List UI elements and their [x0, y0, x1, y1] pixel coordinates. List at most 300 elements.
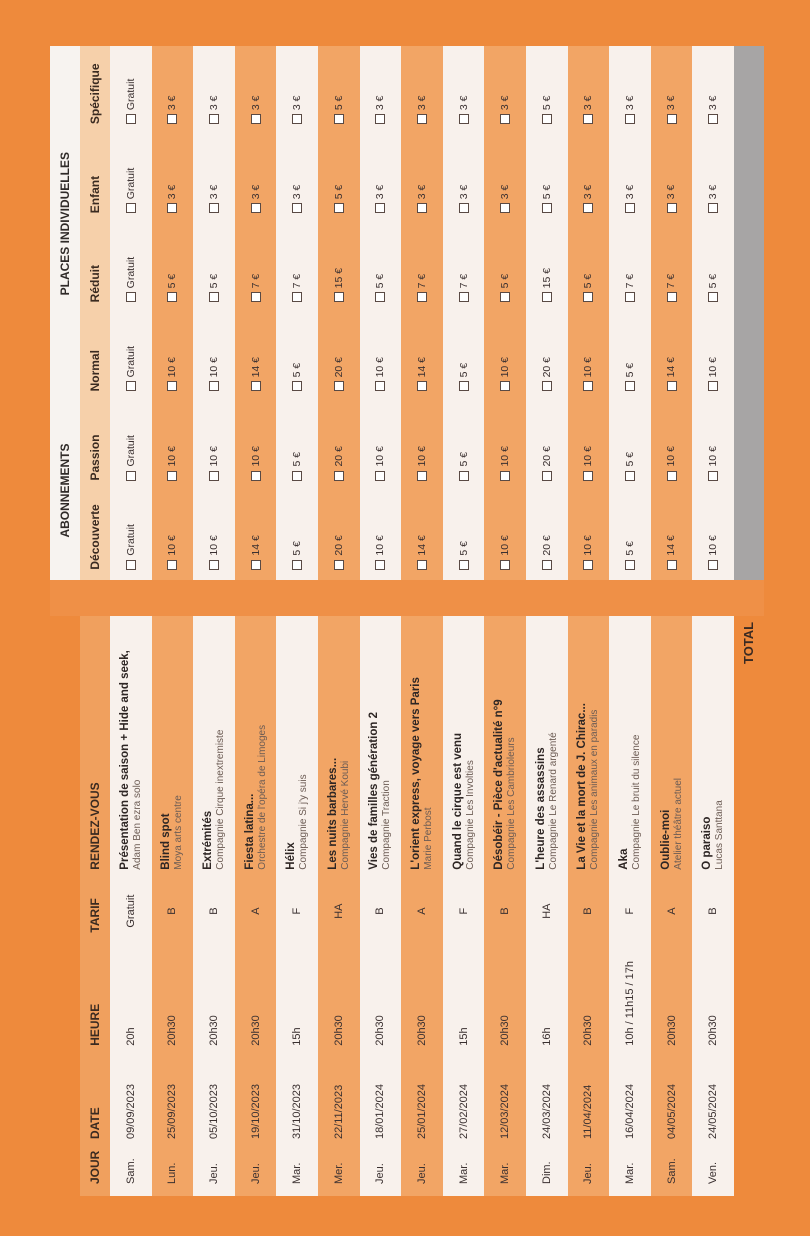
checkbox[interactable] [625, 560, 635, 570]
passion-price-option[interactable] [692, 401, 734, 490]
table-row [568, 46, 610, 1196]
reduit-price: Gratuit [124, 256, 137, 289]
decouverte-price-option[interactable] [692, 491, 734, 580]
checkbox[interactable] [459, 381, 469, 391]
checkbox[interactable] [417, 203, 427, 213]
specifique-price: 3 € [457, 95, 470, 111]
date-cell: 09/09/2023 [110, 1046, 152, 1139]
table-row [235, 46, 277, 1196]
specifique-price: 3 € [416, 95, 428, 111]
col-specifique: Spécifique [80, 46, 110, 134]
specifique-price-option[interactable] [692, 46, 734, 134]
reduit-price-option[interactable] [692, 223, 734, 312]
checkbox[interactable] [209, 471, 219, 481]
table-row [152, 46, 194, 1196]
normal-price-option[interactable] [235, 312, 277, 401]
reduit-price-option[interactable] [193, 223, 235, 312]
decouverte-price-option[interactable] [193, 491, 235, 580]
decouverte-price-option[interactable] [110, 491, 152, 580]
jour-cell: Lun. [152, 1139, 194, 1196]
passion-price-option[interactable] [401, 401, 443, 490]
checkbox[interactable] [500, 381, 510, 391]
enfant-price-option[interactable] [110, 134, 152, 223]
event-title: Oublie-moi [659, 809, 672, 870]
checkbox[interactable] [500, 114, 510, 124]
heure-cell: 20h30 [152, 953, 194, 1046]
enfant-price-option[interactable] [235, 134, 277, 223]
event-company: Orchestre de l'opéra de Limoges [256, 724, 268, 870]
checkbox[interactable] [583, 471, 593, 481]
specifique-price-option[interactable] [609, 46, 651, 134]
checkbox[interactable] [459, 114, 469, 124]
reduit-price-option[interactable] [276, 223, 318, 312]
jour-cell: Mar. [443, 1139, 485, 1196]
checkbox[interactable] [209, 292, 219, 302]
specifique-price: 3 € [208, 95, 221, 111]
passion-price: 20 € [540, 446, 553, 467]
decouverte-price-option[interactable] [235, 491, 277, 580]
checkbox[interactable] [667, 114, 677, 124]
jour-cell: Mer. [318, 1139, 360, 1196]
checkbox[interactable] [542, 560, 552, 570]
event-company: Compagnie Les Involties [464, 760, 476, 870]
checkbox[interactable] [126, 292, 136, 302]
normal-price-option[interactable] [692, 312, 734, 401]
col-rendez-vous: RENDEZ-VOUS [80, 616, 110, 870]
jour-cell: Jeu. [193, 1139, 235, 1196]
normal-price-option[interactable] [568, 312, 610, 401]
tarif-cell: B [193, 870, 235, 953]
gap-cell [568, 580, 610, 616]
checkbox[interactable] [583, 114, 593, 124]
checkbox[interactable] [251, 114, 261, 124]
reduit-price-option[interactable] [360, 223, 402, 312]
checkbox[interactable] [292, 203, 302, 213]
col-reduit: Réduit [80, 223, 110, 312]
enfant-price: 3 € [249, 184, 262, 200]
reduit-price: 5 € [166, 273, 179, 289]
checkbox[interactable] [667, 381, 677, 391]
passion-price-option[interactable] [568, 401, 610, 490]
event-company: Marie Perbost [422, 807, 434, 870]
date-cell: 05/10/2023 [193, 1046, 235, 1139]
normal-price-option[interactable] [152, 312, 194, 401]
table-row [276, 46, 318, 1196]
event-company: Compagnie Le bruit du silence [630, 734, 642, 870]
specifique-price-option[interactable] [110, 46, 152, 134]
table-row [401, 46, 443, 1196]
gap-cell [235, 580, 277, 616]
col-heure: HEURE [80, 953, 110, 1046]
heure-cell: 20h30 [235, 953, 277, 1046]
normal-price-option[interactable] [401, 312, 443, 401]
checkbox[interactable] [334, 560, 344, 570]
decouverte-price: 14 € [249, 535, 262, 556]
specifique-price-option[interactable] [484, 46, 526, 134]
heure-cell: 20h30 [651, 953, 693, 1046]
group-header-row [50, 46, 80, 1196]
normal-price-option[interactable] [318, 312, 360, 401]
enfant-price: 3 € [665, 184, 678, 200]
normal-price-option[interactable] [276, 312, 318, 401]
specifique-price-option[interactable] [235, 46, 277, 134]
decouverte-price-option[interactable] [276, 491, 318, 580]
checkbox[interactable] [500, 471, 510, 481]
checkbox[interactable] [500, 203, 510, 213]
checkbox[interactable] [459, 292, 469, 302]
decouverte-price: 20 € [540, 535, 553, 556]
rendez-vous-cell [360, 616, 402, 870]
normal-price: 14 € [249, 356, 262, 378]
checkbox[interactable] [251, 292, 261, 302]
reduit-price-option[interactable] [568, 223, 610, 312]
normal-price-option[interactable] [193, 312, 235, 401]
date-cell: 25/09/2023 [152, 1046, 194, 1139]
date-cell: 22/11/2023 [318, 1046, 360, 1139]
heure-cell: 20h30 [484, 953, 526, 1046]
enfant-price-option[interactable] [193, 134, 235, 223]
date-cell: 04/05/2024 [651, 1046, 693, 1139]
heure-cell: 20h30 [692, 953, 734, 1046]
column-header-row [80, 46, 110, 1196]
checkbox[interactable] [542, 471, 552, 481]
checkbox[interactable] [375, 471, 385, 481]
passion-price: 10 € [582, 446, 595, 467]
date-cell: 25/01/2024 [401, 1046, 443, 1139]
enfant-price-option[interactable] [484, 134, 526, 223]
enfant-price-option[interactable] [692, 134, 734, 223]
passion-price-option[interactable] [152, 401, 194, 490]
event-title: Présentation de saison + Hide and seek, [118, 650, 131, 870]
checkbox[interactable] [334, 203, 344, 213]
checkbox[interactable] [625, 381, 635, 391]
passion-price-option[interactable] [651, 401, 693, 490]
checkbox[interactable] [375, 292, 385, 302]
normal-price-option[interactable] [526, 312, 568, 401]
checkbox[interactable] [542, 203, 552, 213]
checkbox[interactable] [542, 381, 552, 391]
enfant-price-option[interactable] [609, 134, 651, 223]
total-field[interactable] [734, 46, 764, 580]
event-title: Extrémités [201, 810, 214, 870]
specifique-price-option[interactable] [568, 46, 610, 134]
checkbox[interactable] [209, 381, 219, 391]
checkbox[interactable] [583, 203, 593, 213]
checkbox[interactable] [500, 560, 510, 570]
enfant-price-option[interactable] [568, 134, 610, 223]
checkbox[interactable] [417, 114, 427, 124]
checkbox[interactable] [292, 471, 302, 481]
checkbox[interactable] [334, 292, 344, 302]
heure-cell: 10h / 11h15 / 17h [609, 953, 651, 1046]
heure-cell: 20h30 [401, 953, 443, 1046]
reduit-price-option[interactable] [651, 223, 693, 312]
decouverte-price-option[interactable] [609, 491, 651, 580]
specifique-price-option[interactable] [318, 46, 360, 134]
normal-price-option[interactable] [609, 312, 651, 401]
date-cell: 24/05/2024 [692, 1046, 734, 1139]
event-title: Blind spot [160, 813, 173, 870]
checkbox[interactable] [334, 381, 344, 391]
specifique-price-option[interactable] [443, 46, 485, 134]
event-title: O paraiso [701, 816, 714, 870]
checkbox[interactable] [251, 471, 261, 481]
rendez-vous-cell [484, 616, 526, 870]
specifique-price: 3 € [665, 95, 678, 111]
reduit-price: 5 € [707, 273, 720, 289]
checkbox[interactable] [625, 114, 635, 124]
specifique-price-option[interactable] [401, 46, 443, 134]
reduit-price-option[interactable] [526, 223, 568, 312]
checkbox[interactable] [708, 381, 718, 391]
decouverte-price-option[interactable] [651, 491, 693, 580]
normal-price: 10 € [582, 356, 595, 378]
decouverte-price-option[interactable] [401, 491, 443, 580]
checkbox[interactable] [625, 471, 635, 481]
checkbox[interactable] [417, 292, 427, 302]
normal-price: 10 € [208, 356, 221, 378]
checkbox[interactable] [167, 292, 177, 302]
event-title: La Vie et la mort de J. Chirac... [576, 703, 589, 870]
checkbox[interactable] [583, 560, 593, 570]
jour-cell: Jeu. [235, 1139, 277, 1196]
tarif-cell: HA [526, 870, 568, 953]
decouverte-price: 10 € [166, 535, 179, 556]
passion-price-option[interactable] [110, 401, 152, 490]
passion-price-option[interactable] [276, 401, 318, 490]
checkbox[interactable] [542, 292, 552, 302]
passion-price-option[interactable] [609, 401, 651, 490]
checkbox[interactable] [167, 471, 177, 481]
passion-price: 5 € [291, 451, 304, 467]
checkbox[interactable] [583, 292, 593, 302]
checkbox[interactable] [126, 114, 136, 124]
decouverte-price-option[interactable] [526, 491, 568, 580]
passion-price: 10 € [499, 446, 512, 467]
passion-price-option[interactable] [318, 401, 360, 490]
jour-cell: Dim. [526, 1139, 568, 1196]
gap-cell [110, 580, 152, 616]
checkbox[interactable] [459, 203, 469, 213]
event-title: L'orient express, voyage vers Paris [409, 677, 422, 870]
checkbox[interactable] [375, 203, 385, 213]
reduit-price-option[interactable] [443, 223, 485, 312]
checkbox[interactable] [126, 381, 136, 391]
tarif-cell: A [235, 870, 277, 953]
enfant-price-option[interactable] [152, 134, 194, 223]
checkbox[interactable] [417, 471, 427, 481]
checkbox[interactable] [708, 292, 718, 302]
checkbox[interactable] [292, 381, 302, 391]
event-company: Moya arts centre [173, 795, 185, 870]
decouverte-price: 10 € [707, 535, 720, 556]
enfant-price-option[interactable] [360, 134, 402, 223]
checkbox[interactable] [126, 560, 136, 570]
tarif-cell: F [609, 870, 651, 953]
table-row [526, 46, 568, 1196]
group-abonnements: ABONNEMENTS [50, 401, 80, 579]
checkbox[interactable] [583, 381, 593, 391]
checkbox[interactable] [375, 560, 385, 570]
checkbox[interactable] [708, 203, 718, 213]
specifique-price: 3 € [374, 95, 387, 111]
event-company: Compagnie Le Renard argenté [547, 732, 559, 870]
checkbox[interactable] [167, 560, 177, 570]
checkbox[interactable] [292, 114, 302, 124]
checkbox[interactable] [375, 381, 385, 391]
decouverte-price-option[interactable] [152, 491, 194, 580]
normal-price-option[interactable] [443, 312, 485, 401]
jour-cell: Sam. [651, 1139, 693, 1196]
checkbox[interactable] [417, 381, 427, 391]
checkbox[interactable] [500, 292, 510, 302]
date-cell: 31/10/2023 [276, 1046, 318, 1139]
tarif-cell: F [276, 870, 318, 953]
reduit-price-option[interactable] [235, 223, 277, 312]
enfant-price-option[interactable] [443, 134, 485, 223]
gap-cell [360, 580, 402, 616]
heure-cell: 15h [276, 953, 318, 1046]
date-cell: 24/03/2024 [526, 1046, 568, 1139]
reduit-price: 5 € [374, 273, 387, 289]
checkbox[interactable] [708, 114, 718, 124]
reduit-price-option[interactable] [318, 223, 360, 312]
table-row [443, 46, 485, 1196]
passion-price-option[interactable] [484, 401, 526, 490]
gap-cell [318, 580, 360, 616]
specifique-price-option[interactable] [276, 46, 318, 134]
normal-price-option[interactable] [110, 312, 152, 401]
normal-price-option[interactable] [651, 312, 693, 401]
checkbox[interactable] [708, 560, 718, 570]
date-cell: 27/02/2024 [443, 1046, 485, 1139]
decouverte-price: Gratuit [124, 524, 137, 556]
reduit-price-option[interactable] [401, 223, 443, 312]
reduit-price-option[interactable] [609, 223, 651, 312]
checkbox[interactable] [251, 560, 261, 570]
passion-price: 5 € [457, 451, 470, 467]
reduit-price: 5 € [208, 273, 221, 289]
normal-price: 10 € [166, 356, 179, 378]
specifique-price-option[interactable] [152, 46, 194, 134]
checkbox[interactable] [209, 114, 219, 124]
event-title: Quand le cirque est venu [451, 732, 464, 870]
enfant-price-option[interactable] [276, 134, 318, 223]
reduit-price: 5 € [499, 273, 512, 289]
jour-cell: Jeu. [401, 1139, 443, 1196]
specifique-price-option[interactable] [651, 46, 693, 134]
decouverte-price-option[interactable] [484, 491, 526, 580]
checkbox[interactable] [667, 203, 677, 213]
decouverte-price-option[interactable] [443, 491, 485, 580]
checkbox[interactable] [251, 203, 261, 213]
normal-price: 5 € [457, 362, 470, 378]
specifique-price: 3 € [249, 95, 262, 111]
passion-price-option[interactable] [526, 401, 568, 490]
checkbox[interactable] [334, 471, 344, 481]
table-row [484, 46, 526, 1196]
checkbox[interactable] [292, 292, 302, 302]
specifique-price-option[interactable] [193, 46, 235, 134]
specifique-price: 3 € [166, 95, 179, 111]
event-title: L'heure des assassins [534, 747, 547, 870]
checkbox[interactable] [625, 203, 635, 213]
decouverte-price-option[interactable] [568, 491, 610, 580]
enfant-price-option[interactable] [526, 134, 568, 223]
checkbox[interactable] [459, 560, 469, 570]
checkbox[interactable] [167, 203, 177, 213]
col-jour: JOUR [80, 1139, 110, 1196]
heure-cell: 20h [110, 953, 152, 1046]
checkbox[interactable] [542, 114, 552, 124]
jour-cell: Jeu. [360, 1139, 402, 1196]
checkbox[interactable] [334, 114, 344, 124]
specifique-price: 5 € [540, 95, 553, 111]
checkbox[interactable] [459, 471, 469, 481]
jour-cell: Mar. [609, 1139, 651, 1196]
enfant-price-option[interactable] [651, 134, 693, 223]
enfant-price-option[interactable] [401, 134, 443, 223]
checkbox[interactable] [625, 292, 635, 302]
reduit-price-option[interactable] [152, 223, 194, 312]
passion-price-option[interactable] [360, 401, 402, 490]
checkbox[interactable] [667, 560, 677, 570]
checkbox[interactable] [209, 203, 219, 213]
event-company: Compagnie Si j'y suis [298, 774, 310, 870]
checkbox[interactable] [167, 114, 177, 124]
event-title: Vies de familles génération 2 [368, 712, 381, 870]
checkbox[interactable] [126, 203, 136, 213]
passion-price: 10 € [166, 446, 179, 467]
tarif-cell: F [443, 870, 485, 953]
normal-price-option[interactable] [484, 312, 526, 401]
checkbox[interactable] [292, 560, 302, 570]
checkbox[interactable] [209, 560, 219, 570]
tarif-cell: Gratuit [110, 870, 152, 953]
heure-cell: 20h30 [360, 953, 402, 1046]
rendez-vous-cell [568, 616, 610, 870]
decouverte-price-option[interactable] [360, 491, 402, 580]
enfant-price: 3 € [291, 184, 304, 200]
normal-price: 5 € [291, 362, 304, 378]
reduit-price-option[interactable] [484, 223, 526, 312]
normal-price-option[interactable] [360, 312, 402, 401]
passion-price-option[interactable] [193, 401, 235, 490]
specifique-price-option[interactable] [360, 46, 402, 134]
enfant-price: Gratuit [124, 167, 137, 200]
decouverte-price-option[interactable] [318, 491, 360, 580]
checkbox[interactable] [667, 471, 677, 481]
reduit-price-option[interactable] [110, 223, 152, 312]
total-label: TOTAL [741, 621, 757, 664]
checkbox[interactable] [126, 471, 136, 481]
reduit-price: 7 € [623, 273, 636, 289]
passion-price-option[interactable] [443, 401, 485, 490]
passion-price-option[interactable] [235, 401, 277, 490]
specifique-price: Gratuit [124, 78, 137, 111]
passion-price: 10 € [208, 446, 221, 467]
checkbox[interactable] [708, 471, 718, 481]
checkbox[interactable] [251, 381, 261, 391]
specifique-price: 3 € [499, 95, 512, 111]
specifique-price-option[interactable] [526, 46, 568, 134]
checkbox[interactable] [167, 381, 177, 391]
checkbox[interactable] [375, 114, 385, 124]
rendez-vous-cell [193, 616, 235, 870]
enfant-price-option[interactable] [318, 134, 360, 223]
checkbox[interactable] [667, 292, 677, 302]
checkbox[interactable] [417, 560, 427, 570]
